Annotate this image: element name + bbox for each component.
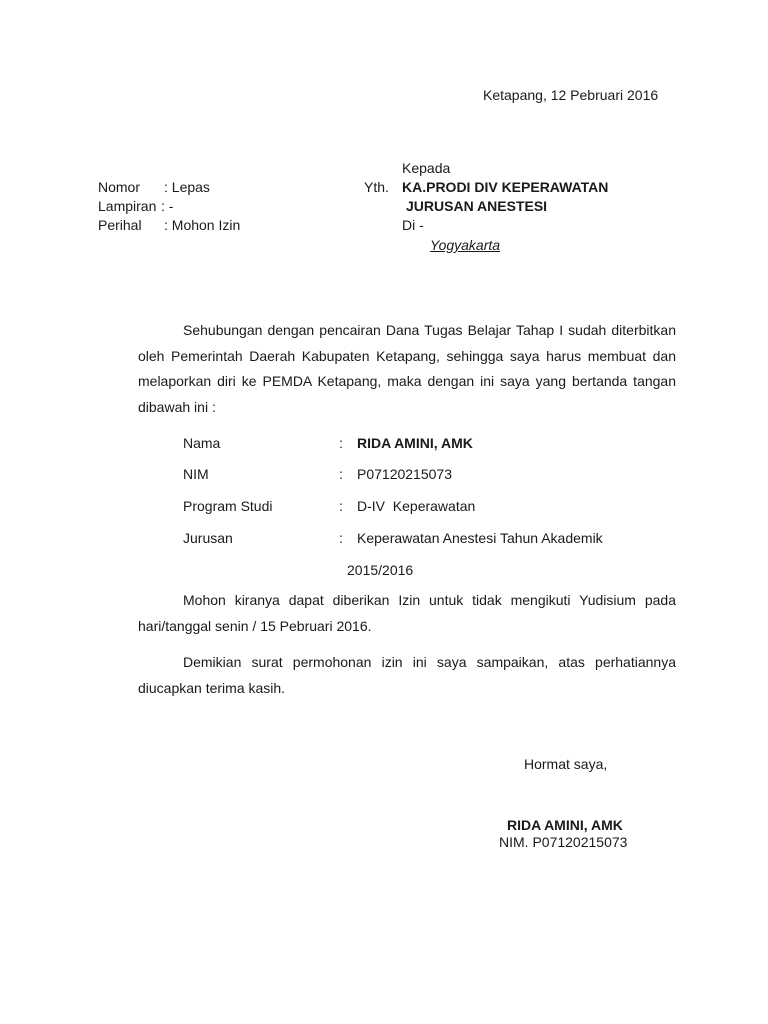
- date-line: Ketapang, 12 Pebruari 2016: [483, 87, 659, 103]
- detail-label: Program Studi: [183, 498, 273, 514]
- intro-text: Sehubungan dengan pencairan Dana Tugas Belajar Tahap I sudah diterbitkan oleh Pemerintah Daerah Kabupaten Ketapang, sehingga saya harus membuat dan melaporkan diri ke PEMDA Ketapang, maka dengan ini saya yang bertanda tangan dibawah ini :: [138, 322, 676, 415]
- recipient-department: JURUSAN ANESTESI: [406, 198, 548, 214]
- closing-text: Demikian surat permohonan izin ini saya sampaikan, atas perhatiannya diucapkan terima kasih.: [138, 654, 676, 696]
- detail-label: Jurusan: [183, 530, 233, 546]
- detail-value: Keperawatan Anestesi Tahun Akademik: [357, 530, 603, 546]
- recipient-title: KA.PRODI DIV KEPERAWATAN: [402, 179, 609, 195]
- lampiran-value: : -: [161, 198, 174, 214]
- recipient-kepada: Kepada: [402, 160, 451, 176]
- detail-value: P07120215073: [357, 466, 452, 482]
- nomor-label: Nomor: [98, 179, 141, 195]
- nomor-value: : Lepas: [164, 179, 210, 195]
- lampiran-label: Lampiran: [98, 198, 157, 214]
- perihal-value: : Mohon Izin: [164, 217, 241, 233]
- detail-colon: :: [339, 466, 343, 482]
- recipient-city: Yogyakarta: [430, 237, 501, 253]
- recipient-yth: Yth.: [364, 179, 389, 195]
- detail-colon: :: [339, 435, 343, 451]
- signature-greeting: Hormat saya,: [524, 756, 608, 772]
- signature-nim: NIM. P07120215073: [499, 834, 628, 850]
- detail-colon: :: [339, 498, 343, 514]
- detail-colon: :: [339, 530, 343, 546]
- perihal-label: Perihal: [98, 217, 142, 233]
- request-text: Mohon kiranya dapat diberikan Izin untuk tidak mengikuti Yudisium pada hari/tanggal senin / 15 Pebruari 2016.: [138, 592, 676, 634]
- request-paragraph: [138, 588, 676, 639]
- intro-paragraph: [138, 318, 676, 420]
- recipient-di: Di -: [402, 217, 424, 233]
- jurusan-continuation: 2015/2016: [347, 562, 414, 578]
- detail-value: D-IV Keperawatan: [357, 498, 476, 514]
- signature-name: RIDA AMINI, AMK: [507, 817, 623, 833]
- detail-label: Nama: [183, 435, 221, 451]
- detail-value: RIDA AMINI, AMK: [357, 435, 473, 451]
- closing-paragraph: [138, 650, 676, 701]
- detail-label: NIM: [183, 466, 209, 482]
